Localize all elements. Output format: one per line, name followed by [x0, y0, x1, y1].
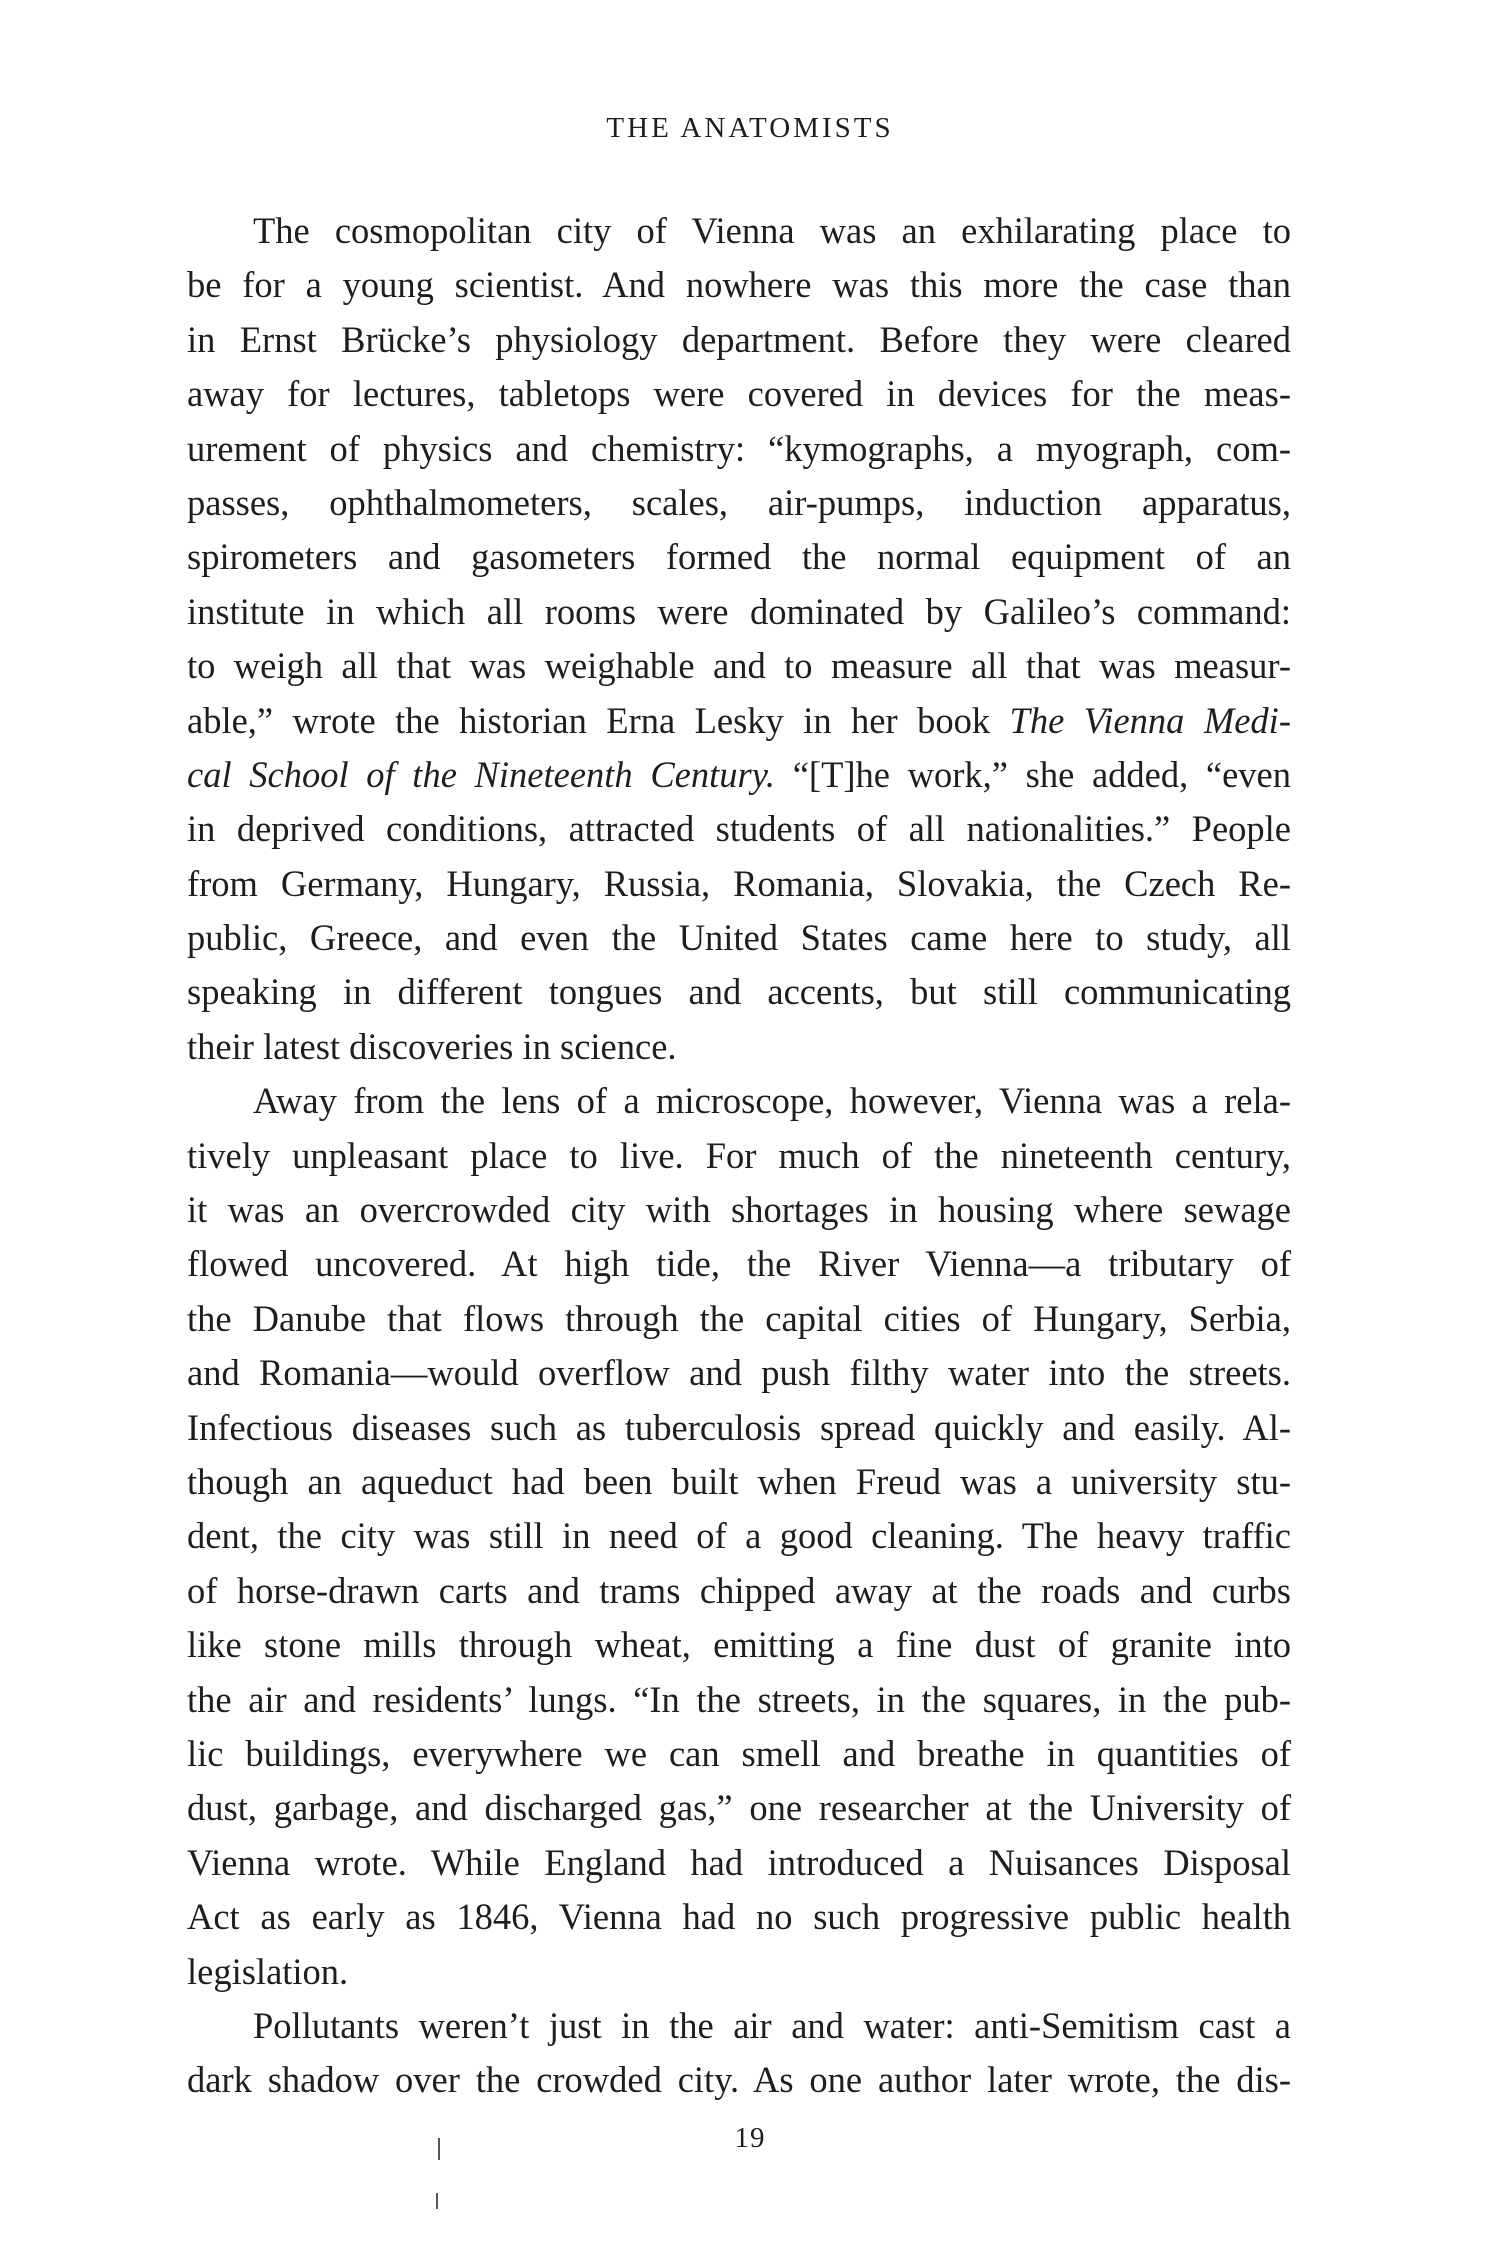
line-text: though an aqueduct had been built when Freud was a university stu- — [187, 1460, 1291, 1502]
text-line — [187, 1074, 1291, 1128]
text-line — [187, 748, 1291, 802]
text-line — [187, 313, 1291, 367]
line-text: Infectious diseases such as tuberculosis spread quickly and easily. Al- — [187, 1406, 1291, 1448]
text-line — [187, 1564, 1291, 1618]
text-line — [187, 1836, 1291, 1890]
line-text: and Romania—would overflow and push filthy water into the streets. — [187, 1352, 1291, 1394]
line-text: from Germany, Hungary, Russia, Romania, Slovakia, the Czech Re- — [187, 862, 1291, 904]
line-text: lic buildings, everywhere we can smell and breathe in quantities of — [187, 1732, 1291, 1774]
line-text: speaking in different tongues and accents, but still communicating — [187, 971, 1291, 1013]
line-text: the Danube that flows through the capital cities of Hungary, Serbia, — [187, 1297, 1291, 1339]
text-line — [187, 639, 1291, 693]
text-line — [187, 1455, 1291, 1509]
text-line — [187, 965, 1291, 1019]
text-line — [187, 694, 1291, 748]
body-text — [187, 204, 1291, 2108]
text-line — [187, 367, 1291, 421]
line-text: flowed uncovered. At high tide, the River Vienna—a tributary of — [187, 1243, 1291, 1285]
text-line — [187, 1401, 1291, 1455]
line-text: urement of physics and chemistry: “kymographs, a myograph, com- — [187, 427, 1291, 469]
scan-mark — [436, 2193, 438, 2209]
line-text: legislation. — [187, 1950, 349, 1992]
line-text: Vienna wrote. While England had introduced a Nuisances Disposal — [187, 1841, 1291, 1883]
text-line — [187, 1020, 1291, 1074]
running-header: THE ANATOMISTS — [606, 112, 894, 144]
paragraph — [187, 1999, 1291, 2108]
text-line — [187, 1727, 1291, 1781]
line-text: dust, garbage, and discharged gas,” one researcher at the University of — [187, 1787, 1291, 1829]
text-line — [187, 1890, 1291, 1944]
line-text: dent, the city was still in need of a good cleaning. The heavy traffic — [187, 1515, 1291, 1557]
text-line — [187, 1509, 1291, 1563]
text-line — [187, 585, 1291, 639]
line-text: institute in which all rooms were dominated by Galileo’s command: — [187, 590, 1291, 632]
line-text: public, Greece, and even the United States came here to study, all — [187, 917, 1291, 959]
text-line — [187, 1237, 1291, 1291]
text-line — [187, 1673, 1291, 1727]
line-text: like stone mills through wheat, emitting a fine dust of granite into — [187, 1624, 1291, 1666]
text-line — [187, 911, 1291, 965]
text-line — [187, 258, 1291, 312]
line-text: of horse-drawn carts and trams chipped away at the roads and curbs — [187, 1569, 1291, 1611]
line-text: dark shadow over the crowded city. As one author later wrote, the dis- — [187, 2059, 1291, 2101]
text-line — [187, 476, 1291, 530]
text-line — [187, 530, 1291, 584]
text-line — [187, 1999, 1291, 2053]
text-line — [187, 1945, 1291, 1999]
text-line — [187, 1129, 1291, 1183]
page-number: 19 — [734, 2122, 766, 2154]
scan-mark — [438, 2138, 440, 2160]
italic-title-text: cal School of the Nineteenth Century. — [187, 753, 776, 795]
line-text: spirometers and gasometers formed the normal equipment of an — [187, 536, 1291, 578]
line-text: away for lectures, tabletops were covered in devices for the meas- — [187, 373, 1291, 415]
line-text: tively unpleasant place to live. For much of the nineteenth century, — [187, 1134, 1291, 1176]
italic-title-text: The Vienna Medi- — [1009, 699, 1291, 741]
line-text: Pollutants weren’t just in the air and water: anti-Semitism cast a — [253, 2004, 1291, 2046]
line-text: Away from the lens of a microscope, however, Vienna was a rela- — [253, 1080, 1291, 1122]
line-text: it was an overcrowded city with shortages in housing where sewage — [187, 1189, 1291, 1231]
text-line — [187, 204, 1291, 258]
text-line — [187, 857, 1291, 911]
line-text: be for a young scientist. And nowhere was this more the case than — [187, 264, 1291, 306]
text-line — [187, 1292, 1291, 1346]
text-line — [187, 422, 1291, 476]
text-line — [187, 1781, 1291, 1835]
text-line — [187, 802, 1291, 856]
line-text: The cosmopolitan city of Vienna was an exhilarating place to — [253, 210, 1291, 251]
text-line — [187, 1346, 1291, 1400]
line-text: passes, ophthalmometers, scales, air-pumps, induction apparatus, — [187, 481, 1291, 523]
line-text: to weigh all that was weighable and to measure all that was measur- — [187, 645, 1291, 687]
text-line — [187, 1618, 1291, 1672]
paragraph — [187, 1074, 1291, 1999]
line-text: “[T]he work,” she added, “even — [775, 753, 1291, 795]
text-line — [187, 2053, 1291, 2107]
line-text: in deprived conditions, attracted students of all nationalities.” People — [187, 808, 1291, 850]
text-line — [187, 1183, 1291, 1237]
line-text: in Ernst Brücke’s physiology department. Before they were cleared — [187, 318, 1291, 360]
line-text: their latest discoveries in science. — [187, 1025, 677, 1067]
line-text: the air and residents’ lungs. “In the streets, in the squares, in the pub- — [187, 1678, 1291, 1720]
line-text: Act as early as 1846, Vienna had no such progressive public health — [187, 1896, 1291, 1938]
line-text: able,” wrote the historian Erna Lesky in her book — [187, 699, 1010, 741]
paragraph — [187, 204, 1291, 1074]
